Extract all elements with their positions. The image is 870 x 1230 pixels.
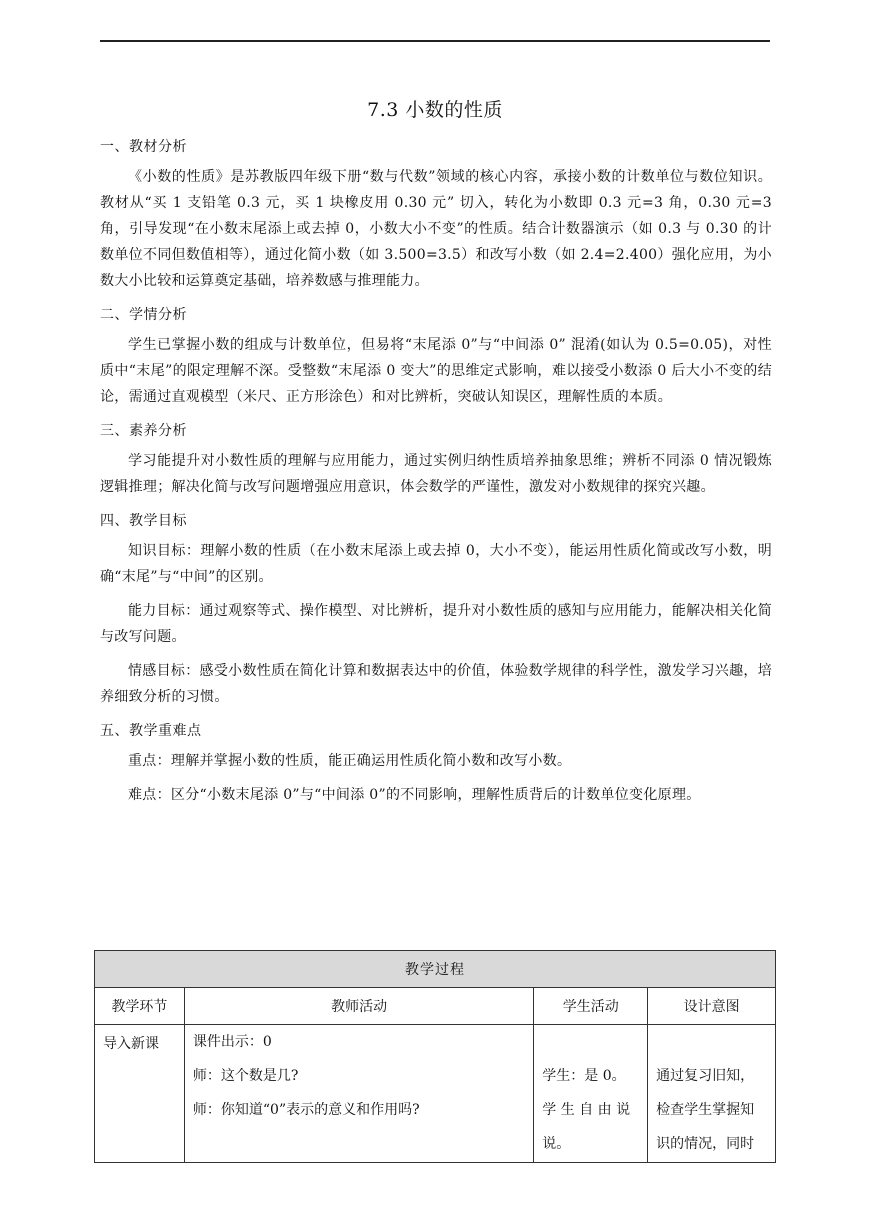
intent-line: 检查学生掌握知	[656, 1102, 755, 1118]
header-rule	[100, 40, 770, 42]
section-literacy	[100, 418, 772, 500]
section-students	[100, 302, 772, 410]
student-activity-cell	[534, 1025, 648, 1163]
teacher-line: 课件出示：0	[192, 1034, 272, 1050]
student-line: 说。	[542, 1136, 571, 1152]
paragraph: 能力目标：通过观察等式、操作模型、对比辨析，提升对小数性质的感知与应用能力，能解决相关化简与改写问题。	[100, 603, 772, 645]
teacher-activity-cell	[184, 1025, 533, 1163]
section-goals	[100, 508, 772, 710]
teacher-line: 师：你知道“0”表示的意义和作用吗?	[192, 1102, 420, 1118]
column-header: 学生活动	[534, 988, 648, 1025]
column-header: 设计意图	[648, 988, 776, 1025]
teacher-line: 师：这个数是几?	[192, 1068, 299, 1084]
intent-line: 通过复习旧知，	[656, 1068, 755, 1084]
table-caption: 教学过程	[95, 951, 776, 988]
paragraph: 重点：理解并掌握小数的性质，能正确运用性质化简小数和改写小数。	[128, 753, 572, 769]
section-heading: 二、学情分析	[100, 307, 187, 323]
design-intent-cell	[648, 1025, 776, 1163]
section-heading: 一、教材分析	[100, 139, 187, 155]
paragraph: 情感目标：感受小数性质在简化计算和数据表达中的价值，体验数学规律的科学性，激发学习兴趣，培养细致分析的习惯。	[100, 663, 772, 705]
student-line: 学生：是 0。	[542, 1068, 626, 1084]
table-row	[95, 1025, 776, 1163]
paragraph: 学习能提升对小数性质的理解与应用能力，通过实例归纳性质培养抽象思维；辨析不同添 0 情况锻炼逻辑推理；解决化简与改写问题增强应用意识，体会数学的严谨性，激发对小数规律的探究兴趣。	[100, 453, 772, 495]
paragraph: 难点：区分“小数末尾添 0”与“中间添 0”的不同影响，理解性质背后的计数单位变化原理。	[128, 787, 701, 803]
page-title: 7.3 小数的性质	[367, 99, 503, 121]
section-heading: 四、教学目标	[100, 513, 187, 529]
paragraph: 知识目标：理解小数的性质（在小数末尾添上或去掉 0，大小不变），能运用性质化简或改写小数，明确“末尾”与“中间”的区别。	[100, 543, 772, 585]
section-heading: 三、素养分析	[100, 423, 187, 439]
column-header: 教师活动	[184, 988, 533, 1025]
student-line: 学 生 自 由 说	[542, 1102, 631, 1118]
intent-line: 识的情况，同时	[656, 1136, 755, 1152]
paragraph: 学生已掌握小数的组成与计数单位，但易将“末尾添 0”与“中间添 0” 混淆(如认为 0.5=0.05)，对性质中“末尾”的限定理解不深。受整数“末尾添 0 变大”的思维定式影响，难以接受小数添 0 后大小不变的结论，需通过直观模型（米尺、正方形涂色）和对比辨析，突破认知误区，理解性质的本质。	[100, 337, 772, 405]
stage-cell: 导入新课	[95, 1025, 185, 1163]
column-header: 教学环节	[95, 988, 185, 1025]
paragraph: 《小数的性质》是苏教版四年级下册“数与代数”领域的核心内容，承接小数的计数单位与数位知识。教材从“买 1 支铅笔 0.3 元，买 1 块橡皮用 0.30 元” 切入，转化为小数即 0.3 元=3 角，0.30 元=3 角，引导发现“在小数末尾添上或去掉 0，小数大小不变”的性质。结合计数器演示（如 0.3 与 0.30 的计数单位不同但数值相等），通过化简小数（如 3.500=3.5）和改写小数（如 2.4=2.400）强化应用，为小数大小比较和运算奠定基础，培养数感与推理能力。	[100, 169, 772, 289]
table-header-row	[95, 988, 776, 1025]
section-materials	[100, 134, 772, 294]
section-keypoints	[100, 718, 772, 808]
document-body	[100, 134, 772, 816]
teaching-process-table	[94, 950, 776, 1163]
section-heading: 五、教学重难点	[100, 723, 202, 739]
